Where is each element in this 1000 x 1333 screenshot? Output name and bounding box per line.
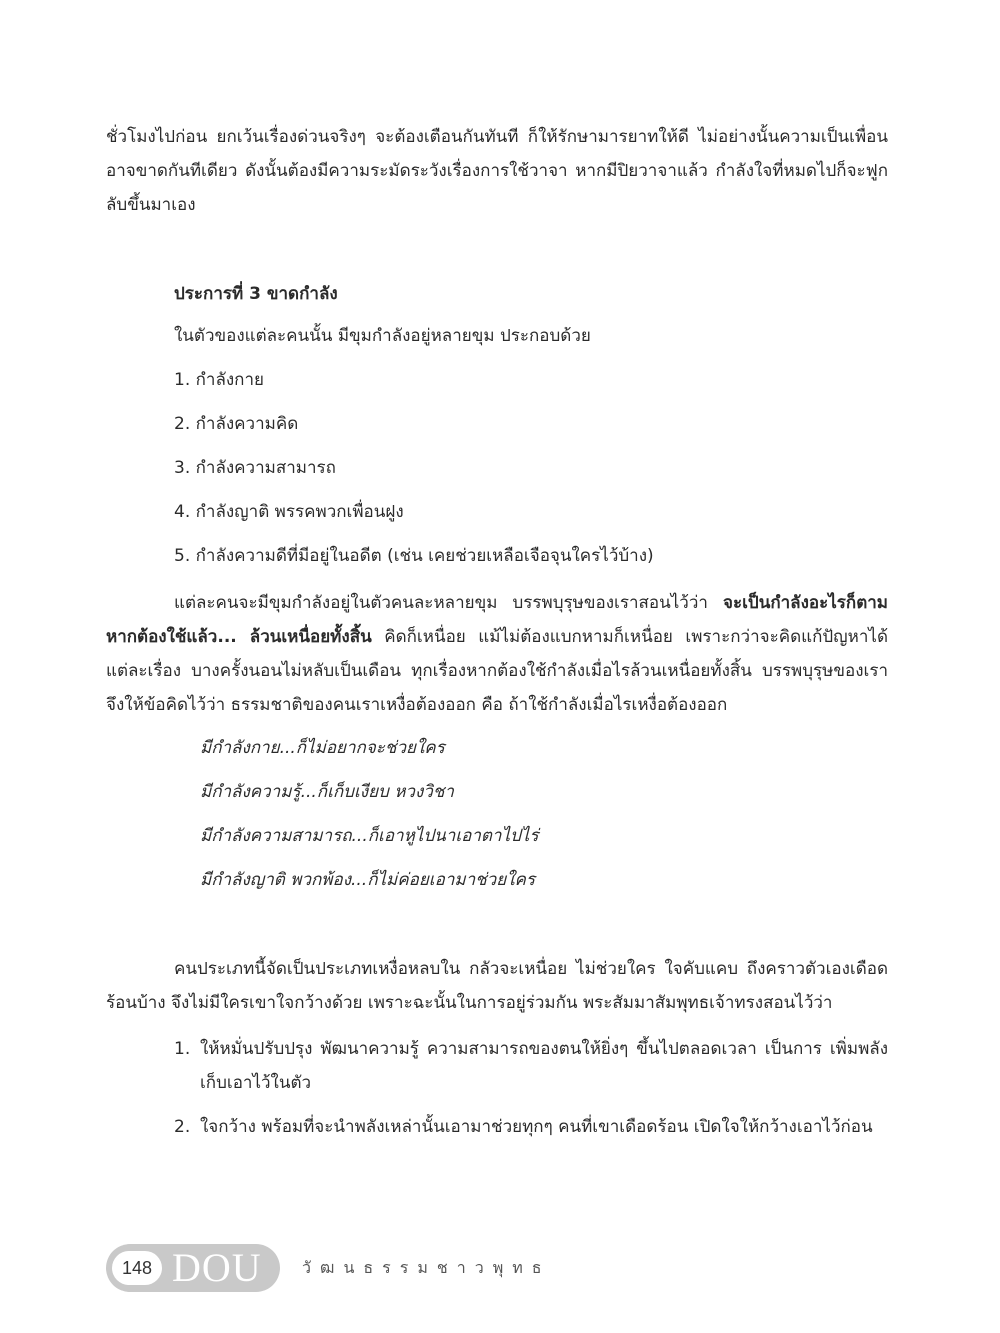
verse-line: มีกำลังญาติ พวกพ้อง...ก็ไม่ค่อยเอามาช่วยใคร bbox=[200, 870, 535, 890]
list-item: 4. กำลังญาติ พรรคพวกเพื่อนฝูง bbox=[174, 502, 404, 522]
teaching-number: 1. bbox=[174, 1039, 191, 1059]
list-item: 3. กำลังความสามารถ bbox=[174, 458, 336, 478]
teaching-number: 2. bbox=[174, 1117, 191, 1137]
teaching-text: ใจกว้าง พร้อมที่จะนำพลังเหล่านั้นเอามาช่วยทุกๆ คนที่เขาเดือดร้อน เปิดใจให้กว้างเอาไว้ก่อน bbox=[200, 1117, 873, 1137]
footer-badge bbox=[106, 1244, 280, 1292]
page-number: 148 bbox=[112, 1251, 162, 1285]
teaching-item bbox=[174, 1032, 888, 1100]
teaching-item bbox=[174, 1110, 888, 1144]
list-item: 5. กำลังความดีที่มีอยู่ในอดีต (เช่น เคยช่วยเหลือเจือจุนใครไว้บ้าง) bbox=[174, 546, 654, 566]
intro-paragraph: ชั่วโมงไปก่อน ยกเว้นเรื่องด่วนจริงๆ จะต้องเตือนกันทันที ก็ให้รักษามารยาทให้ดี ไม่อย่างนั้นความเป็นเพื่อนอาจขาดกันทีเดียว ดังนั้นต้องมีความระมัดระวังเรื่องการใช้วาจา หากมีปิยวาจาแล้ว กำลังใจที่หมดไปก็จะฟูกลับขึ้นมาเอง bbox=[106, 127, 888, 215]
verse-line: มีกำลังความรู้...ก็เก็บเงียบ หวงวิชา bbox=[200, 782, 454, 802]
paragraph2-part1: แต่ละคนจะมีขุมกำลังอยู่ในตัวคนละหลายขุม บรรพบุรุษของเราสอนไว้ว่า bbox=[174, 593, 724, 613]
list-item: 2. กำลังความคิด bbox=[174, 414, 299, 434]
page-footer bbox=[106, 1244, 551, 1292]
verse-line: มีกำลังกาย...ก็ไม่อยากจะช่วยใคร bbox=[200, 738, 445, 758]
teaching-text: ให้หมั่นปรับปรุง พัฒนาความรู้ ความสามารถของตนให้ยิ่งๆ ขึ้นไปตลอดเวลา เป็นการ เพิ่มพลังเก็บเอาไว้ในตัว bbox=[200, 1039, 888, 1093]
book-title: วัฒนธรรมชาวพุทธ bbox=[302, 1257, 551, 1277]
paragraph-strength-explanation bbox=[106, 586, 888, 722]
section-heading: ประการที่ 3 ขาดกำลัง bbox=[174, 284, 338, 304]
brand-logo: DOU bbox=[172, 1245, 262, 1290]
paragraph-sweat-type: คนประเภทนี้จัดเป็นประเภทเหงื่อหลบใน กลัวจะเหนื่อย ไม่ช่วยใคร ใจคับแคบ ถึงคราวตัวเองเดือดร้อนบ้าง จึงไม่มีใครเขาใจกว้างด้วย เพราะฉะนั้นในการอยู่ร่วมกัน พระสัมมาสัมพุทธเจ้าทรงสอนไว้ว่า bbox=[106, 959, 888, 1013]
paragraph2-part2: คิดก็เหนื่อย แม้ไม่ต้องแบกหามก็เหนื่อย เพราะกว่าจะคิดแก้ปัญหาได้แต่ละเรื่อง บางครั้งนอนไม่หลับเป็นเดือน ทุกเรื่องหากต้องใช้กำลังเมื่อไรล้วนเหนื่อยทั้งสิ้น บรรพบุรุษของเราจึงให้ข้อคิดไว้ว่า ธรรมชาติของคนเราเหงื่อต้องออก คือ ถ้าใช้กำลังเมื่อไรเหงื่อต้องออก bbox=[106, 627, 888, 715]
paragraph2-emphasis: จะเป็นกำลังอะไรก็ตาม หากต้องใช้แล้ว... ล้วนเหนื่อยทั้งสิ้น bbox=[106, 593, 888, 647]
list-item: 1. กำลังกาย bbox=[174, 370, 264, 390]
verse-line: มีกำลังความสามารถ...ก็เอาหูไปนาเอาตาไปไร่ bbox=[200, 826, 539, 846]
section-lead: ในตัวของแต่ละคนนั้น มีขุมกำลังอยู่หลายขุม ประกอบด้วย bbox=[174, 326, 591, 346]
